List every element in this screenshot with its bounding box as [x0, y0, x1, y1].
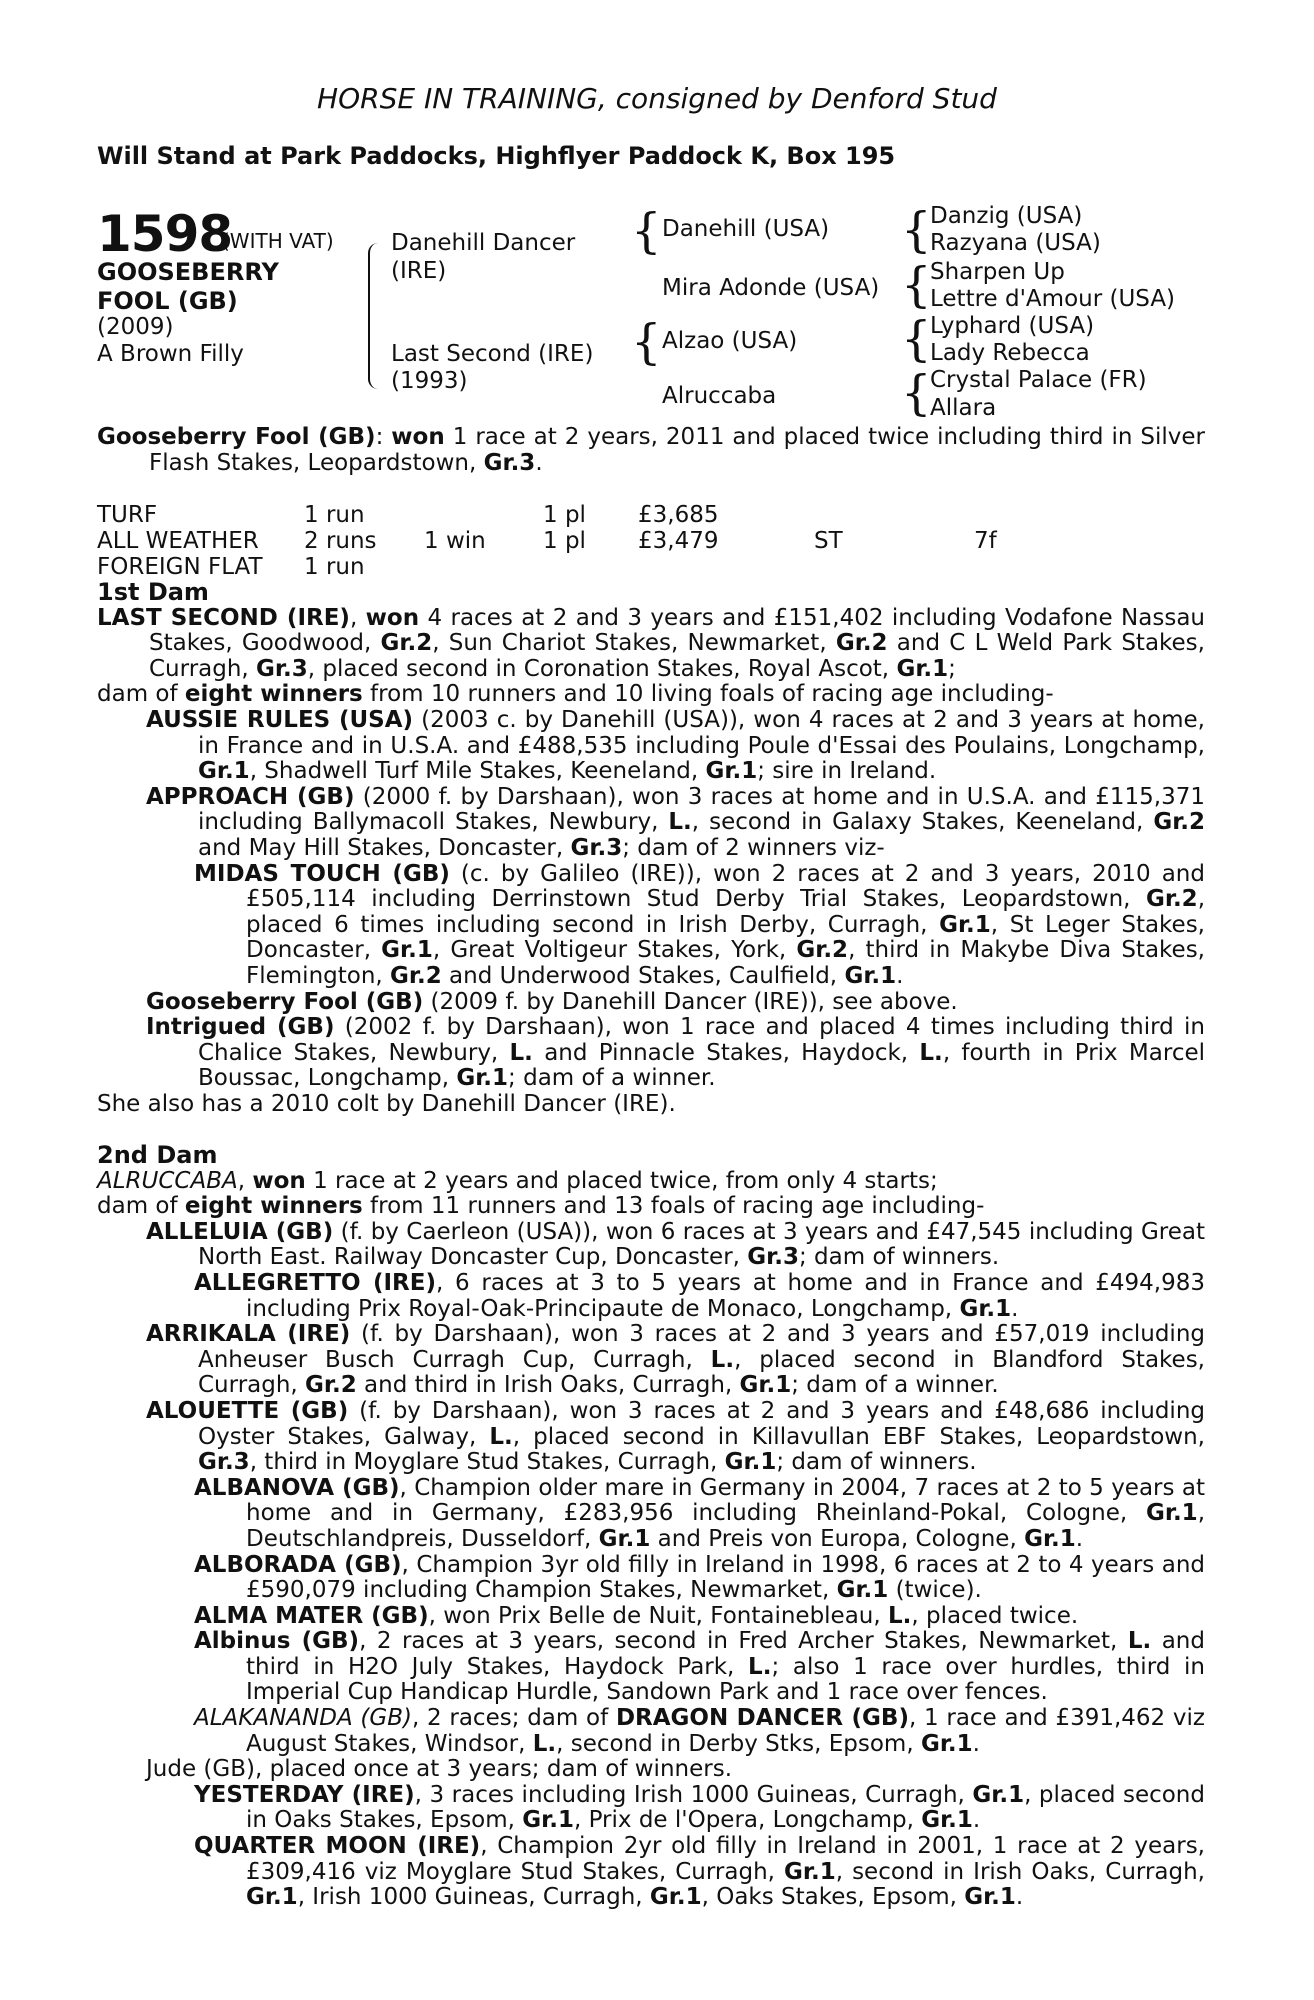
produce-intrigued — [97, 1015, 1205, 1092]
text: , Champion older mare in Germany in 2004, 7 races at 2 to 5 years at home and in Germany, £283,956 including Rheinland-Pokal, Cologne, — [246, 1474, 1205, 1527]
stats-runs: 2 runs — [304, 528, 377, 554]
grade: Gr.1 — [836, 1577, 889, 1604]
won-label: won — [252, 1167, 306, 1194]
dam-sire: Alzao (USA) — [662, 328, 798, 354]
text: ; dam of winners. — [798, 1244, 1000, 1271]
text: (twice). — [888, 1577, 982, 1604]
text: , — [237, 1167, 253, 1194]
pedigree-brace: { — [631, 203, 662, 259]
text: dam of — [97, 681, 185, 708]
horse-description: A Brown Filly — [97, 341, 244, 367]
text: , placed second in Oaks Stakes, Epsom, — [246, 1781, 1205, 1834]
text: , second in Irish Oaks, Curragh, — [835, 1858, 1205, 1885]
text: (f. by Darshaan), won 3 races at 2 and 3 years and £57,019 including Anheuser Busch Curragh Cup, Curragh, — [198, 1321, 1206, 1373]
text: and third in H2O July Stakes, Haydock Park, — [246, 1628, 1205, 1680]
dam-name: ALRUCCABA — [97, 1167, 238, 1194]
text: from 10 runners and 10 living foals of racing age including- — [362, 681, 1054, 708]
pedigree-bracket — [368, 243, 378, 333]
text: , Shadwell Turf Mile Stakes, Keeneland, — [249, 758, 706, 785]
pedigree-brace: { — [901, 365, 932, 421]
grade: Gr.2 — [1146, 886, 1198, 913]
text: and third in Irish Oaks, Curragh, — [356, 1372, 740, 1399]
horse-name-line2: FOOL (GB) — [97, 287, 238, 315]
text: , third in Moyglare Stud Stakes, Curragh, — [249, 1449, 725, 1476]
grade: Gr.2 — [796, 937, 849, 964]
first-dam-heading: 1st Dam — [97, 578, 209, 606]
text: (2000 f. by Darshaan), won 3 races at home and in U.S.A. and £115,371 including Ballymacoll Stakes, Newbury, — [198, 783, 1205, 836]
grade: Gr.3 — [256, 655, 308, 682]
gg-dam-3: Lady Rebecca — [930, 340, 1090, 366]
stats-surface: FOREIGN FLAT — [97, 554, 263, 580]
won-label: won — [365, 604, 420, 631]
grade: Gr.1 — [896, 655, 949, 682]
text: from 11 runners and 13 foals of racing age including- — [362, 1193, 985, 1220]
produce-gooseberry-fool — [97, 990, 1205, 1016]
text: . — [972, 1807, 981, 1834]
summary-end: . — [535, 449, 543, 476]
stats-prize: £3,685 — [638, 502, 719, 528]
text: (2003 c. by Danehill (USA)), won 4 races at 2 and 3 years at home, in France and in U.S.A. and £488,535 including Poule d'Essai des Poulains, Longchamp, — [198, 706, 1205, 759]
text: 4 races at 2 and 3 years and £151,402 including Vodafone Nassau Stakes, Goodwood, — [149, 604, 1205, 657]
grade: Gr.1 — [246, 1884, 298, 1911]
grade: L. — [710, 1346, 735, 1373]
second-dam-produce-line — [97, 1194, 1205, 1220]
text: and Preis von Europa, Cologne, — [650, 1525, 1025, 1552]
stats-placed: 1 pl — [543, 528, 586, 554]
text: , Champion 2yr old filly in Ireland in 2001, 1 race at 2 years, £309,416 viz Moyglare Stud Stakes, Curragh, — [246, 1833, 1205, 1885]
stats-going: ST — [814, 528, 843, 554]
text: , St Leger Stakes, Doncaster, — [246, 911, 1205, 964]
grade: Gr.1 — [920, 1730, 973, 1757]
text: and Pinnacle Stakes, Haydock, — [532, 1039, 920, 1066]
produce-alborada — [97, 1553, 1205, 1604]
first-dam-produce-line — [97, 682, 1205, 708]
second-dam-section — [97, 1143, 1205, 1911]
grade: Gr.1 — [381, 937, 433, 964]
produce-alouette — [97, 1399, 1205, 1476]
grade: L. — [668, 809, 692, 836]
pedigree-bracket — [368, 333, 378, 389]
grade: Gr.1 — [598, 1525, 651, 1552]
text: , placed twice. — [911, 1602, 1079, 1629]
produce-name: APPROACH (GB) — [146, 783, 355, 810]
text: ; — [948, 655, 956, 682]
produce-name: ARRIKALA (IRE) — [146, 1321, 351, 1348]
gg-sire-4: Crystal Palace (FR) — [930, 367, 1147, 393]
sire-dam: Mira Adonde (USA) — [662, 275, 880, 301]
text: (f. by Darshaan), won 3 races at 2 and 3 years and £48,686 including Oyster Stakes, Galway, — [198, 1397, 1205, 1450]
grade: Gr.1 — [1024, 1525, 1076, 1552]
grade: Gr.1 — [939, 911, 991, 938]
lot-number: 1598 — [97, 205, 233, 263]
text: , won Prix Belle de Nuit, Fontainebleau, — [428, 1602, 889, 1629]
text: , Oaks Stakes, Epsom, — [701, 1884, 965, 1911]
produce-name: ALOUETTE (GB) — [146, 1397, 349, 1424]
text: dam of — [97, 1193, 185, 1220]
produce-name: ALBORADA (GB) — [194, 1551, 402, 1578]
stats-placed: 1 pl — [543, 502, 586, 528]
text: ; dam of winners. — [776, 1449, 977, 1476]
winners-count: eight winners — [184, 1193, 363, 1220]
grade: Gr.2 — [380, 630, 433, 657]
race-summary — [97, 425, 1205, 476]
text: (c. by Galileo (IRE)), won 2 races at 2 and 3 years, 2010 and £505,114 including Derrinstown Stud Derby Trial Stakes, Leopardstown, — [246, 860, 1205, 913]
grade: Gr.1 — [844, 962, 897, 989]
second-dam-record — [97, 1169, 1205, 1195]
produce-name: Albinus (GB) — [194, 1628, 360, 1655]
produce-name: Intrigued (GB) — [146, 1014, 335, 1041]
text: . — [1011, 1295, 1019, 1322]
text: (2002 f. by Darshaan), won 1 race and placed 4 times including third in Chalice Stakes, Newbury, — [198, 1014, 1205, 1066]
text: . — [896, 962, 904, 989]
text: . — [1075, 1525, 1084, 1552]
gg-sire-1: Danzig (USA) — [930, 203, 1083, 229]
produce-allegretto — [97, 1271, 1205, 1322]
grade: Gr.2 — [305, 1372, 357, 1399]
first-dam-section — [97, 580, 1205, 1117]
produce-name: MIDAS TOUCH (GB) — [194, 860, 450, 887]
text: , 1 race and £391,462 viz August Stakes, Windsor, — [246, 1705, 1205, 1757]
produce-arrikala — [97, 1322, 1205, 1399]
produce-jude: Jude (GB), placed once at 3 years; dam of winners. — [146, 1756, 733, 1783]
produce-alakananda — [97, 1706, 1205, 1757]
text: ; dam of a winner. — [791, 1372, 999, 1399]
stats-runs: 1 run — [304, 554, 365, 580]
grade: L. — [748, 1653, 772, 1680]
text: , Deutschlandpreis, Dusseldorf, — [246, 1500, 1205, 1552]
summary-colon: : — [375, 424, 384, 450]
first-dam-record — [97, 606, 1205, 683]
text: (f. by Caerleon (USA)), won 6 races at 3 years and £47,545 including Great North East. Railway Doncaster Cup, Doncaster, — [198, 1218, 1205, 1271]
produce-yesterday — [97, 1783, 1205, 1834]
produce-name: ALBANOVA (GB) — [194, 1474, 400, 1501]
grade: L. — [489, 1423, 513, 1450]
grade: L. — [509, 1039, 533, 1066]
sire-sire: Danehill (USA) — [662, 216, 830, 242]
text: and May Hill Stakes, Doncaster, — [198, 834, 571, 861]
text: ; sire in Ireland. — [757, 758, 937, 785]
text: , — [349, 604, 366, 631]
vat-note: (WITH VAT) — [222, 229, 334, 253]
grade: Gr.1 — [705, 758, 758, 785]
text: , Great Voltigeur Stakes, York, — [432, 937, 797, 964]
grade: Gr.1 — [964, 1884, 1016, 1911]
summary-horse-name: Gooseberry Fool (GB) — [97, 424, 376, 450]
dam-year: (1993) — [391, 368, 468, 394]
grade: Gr.3 — [747, 1244, 799, 1271]
text: , 2 races at 3 years, second in Fred Archer Stakes, Newmarket, — [359, 1628, 1128, 1655]
grade: L. — [532, 1730, 557, 1757]
dam-name: LAST SECOND (IRE) — [97, 604, 350, 631]
text: ; dam of a winner. — [508, 1065, 716, 1092]
produce-aussie-rules — [97, 708, 1205, 785]
text: , third in Makybe Diva Stakes, Flemington, — [246, 937, 1205, 989]
grade: Gr.1 — [1146, 1500, 1198, 1527]
grade: Gr.3 — [198, 1449, 250, 1476]
stats-prize: £3,479 — [638, 528, 719, 554]
stand-location: Will Stand at Park Paddocks, Highflyer Paddock K, Box 195 — [97, 142, 896, 170]
text: and Underwood Stakes, Caulfield, — [441, 962, 845, 989]
grade: L. — [1127, 1628, 1152, 1655]
grade: Gr.3 — [570, 834, 623, 861]
text: ; dam of 2 winners viz- — [622, 834, 885, 861]
text: and C L Weld Park Stakes, Curragh, — [149, 630, 1205, 682]
text: , Champion 3yr old filly in Ireland in 1998, 6 races at 2 to 4 years and £590,079 including Champion Stakes, Newmarket, — [246, 1551, 1205, 1604]
text: , fourth in Prix Marcel Boussac, Longchamp, — [198, 1039, 1206, 1092]
produce-name: YESTERDAY (IRE) — [194, 1781, 415, 1808]
horse-year: (2009) — [97, 314, 174, 340]
gg-dam-1: Razyana (USA) — [930, 230, 1101, 256]
stats-surface: TURF — [97, 502, 158, 528]
produce-name: QUARTER MOON (IRE) — [194, 1833, 481, 1860]
produce-quarter-moon — [97, 1834, 1205, 1911]
text: , second in Derby Stks, Epsom, — [556, 1730, 921, 1757]
summary-grade: Gr.3 — [483, 449, 536, 476]
produce-name: ALLEGRETTO (IRE) — [194, 1269, 436, 1296]
pedigree-brace: { — [631, 314, 662, 370]
text: , placed second in Blandford Stakes, Curragh, — [198, 1346, 1205, 1399]
produce-approach — [97, 785, 1205, 862]
grade: Gr.1 — [724, 1449, 777, 1476]
grade: Gr.1 — [959, 1295, 1012, 1322]
text: , placed 6 times including second in Irish Derby, Curragh, — [246, 886, 1205, 938]
grade: Gr.1 — [784, 1858, 836, 1885]
produce-name: ALAKANANDA (GB) — [194, 1705, 412, 1732]
gg-dam-4: Allara — [930, 395, 997, 421]
gg-dam-2: Lettre d'Amour (USA) — [930, 286, 1176, 312]
stats-surface: ALL WEATHER — [97, 528, 259, 554]
summary-won: won — [391, 424, 445, 450]
text: , Prix de l'Opera, Longchamp, — [573, 1807, 922, 1834]
winners-count: eight winners — [184, 681, 363, 708]
produce-name: AUSSIE RULES (USA) — [146, 706, 414, 733]
stats-wins: 1 win — [424, 528, 486, 554]
gg-sire-2: Sharpen Up — [930, 259, 1065, 285]
text: ; also 1 race over hurdles, third in Imperial Cup Handicap Hurdle, Sandown Park and 1 race over fences. — [246, 1653, 1205, 1706]
grade: Gr.1 — [649, 1884, 702, 1911]
pedigree-brace: { — [901, 202, 932, 258]
grade: L. — [919, 1039, 943, 1066]
text: , Sun Chariot Stakes, Newmarket, — [432, 630, 836, 657]
also-has-note: She also has a 2010 colt by Danehill Dancer (IRE). — [97, 1090, 676, 1117]
pedigree-brace: { — [901, 311, 932, 367]
produce-alleluia — [97, 1220, 1205, 1271]
text: , second in Galaxy Stakes, Keeneland, — [691, 809, 1154, 836]
grade: Gr.2 — [1153, 809, 1205, 836]
text: . — [1015, 1884, 1024, 1911]
grade: Gr.1 — [972, 1781, 1025, 1808]
dam-name: Last Second (IRE) — [391, 341, 594, 367]
produce-midas-touch — [97, 862, 1205, 990]
dam-dam: Alruccaba — [662, 383, 777, 409]
grade: Gr.1 — [456, 1065, 509, 1092]
text: , 3 races including Irish 1000 Guineas, Curragh, — [414, 1781, 973, 1808]
grade: Gr.1 — [198, 758, 250, 785]
produce-name: Gooseberry Fool (GB) — [146, 988, 424, 1015]
sire-name: Danehill Dancer — [391, 230, 576, 256]
produce-name: DRAGON DANCER (GB) — [615, 1705, 909, 1732]
produce-alma-mater — [97, 1604, 1205, 1630]
grade: Gr.2 — [390, 962, 442, 989]
stats-runs: 1 run — [304, 502, 365, 528]
produce-name: ALMA MATER (GB) — [194, 1602, 429, 1629]
grade: Gr.1 — [921, 1807, 973, 1834]
text: , placed second in Coronation Stakes, Royal Ascot, — [307, 655, 897, 682]
second-dam-heading: 2nd Dam — [97, 1141, 218, 1169]
grade: L. — [888, 1602, 912, 1629]
grade: Gr.1 — [522, 1807, 574, 1834]
text: . — [972, 1730, 980, 1757]
horse-name-line1: GOOSEBERRY — [97, 258, 279, 286]
produce-name: ALLELUIA (GB) — [146, 1218, 334, 1245]
text: , 2 races; dam of — [411, 1705, 616, 1732]
text: 1 race at 2 years and placed twice, from only 4 starts; — [305, 1167, 938, 1194]
text: , 6 races at 3 to 5 years at home and in France and £494,983 including Prix Royal-Oak-Principaute de Monaco, Longchamp, — [246, 1269, 1205, 1322]
gg-sire-3: Lyphard (USA) — [930, 313, 1095, 339]
sire-origin: (IRE) — [391, 258, 447, 284]
grade: Gr.2 — [835, 630, 888, 657]
grade: Gr.1 — [739, 1372, 792, 1399]
text: , Irish 1000 Guineas, Curragh, — [297, 1884, 650, 1911]
text: , placed second in Killavullan EBF Stakes, Leopardstown, — [512, 1423, 1205, 1450]
stats-distance: 7f — [974, 528, 997, 554]
text: (2009 f. by Danehill Dancer (IRE)), see above. — [423, 988, 958, 1015]
pedigree-brace: { — [901, 257, 932, 313]
produce-albanova — [97, 1476, 1205, 1553]
summary-text: 1 race at 2 years, 2011 and placed twice including third in Silver Flash Stakes, Leopardstown, — [149, 424, 1206, 476]
produce-albinus — [97, 1629, 1205, 1706]
page-title: HORSE IN TRAINING, consigned by Denford Stud — [317, 82, 997, 115]
